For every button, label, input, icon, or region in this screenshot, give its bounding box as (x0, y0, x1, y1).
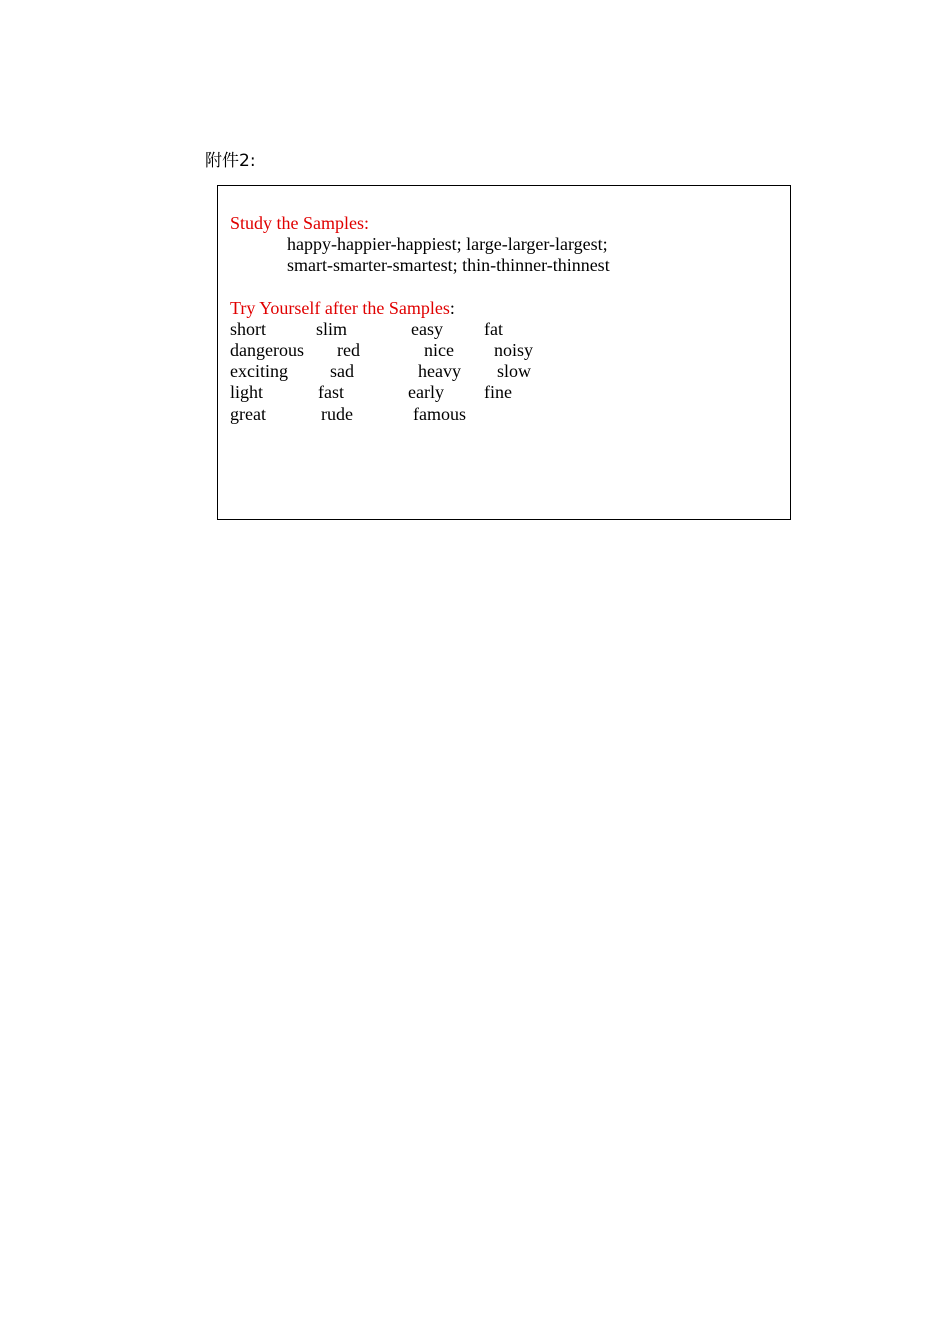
word: rude (321, 404, 353, 424)
word: fast (318, 382, 344, 402)
attachment-label: 附件2: (205, 151, 256, 171)
word: dangerous (230, 340, 304, 360)
word: early (408, 382, 444, 402)
word: fat (484, 319, 503, 339)
word: easy (411, 319, 443, 339)
samples-heading: Study the Samples: (230, 213, 369, 233)
word: noisy (494, 340, 534, 360)
word: short (230, 319, 266, 339)
samples-line-1: happy-happier-happiest; large-larger-largest; (287, 234, 608, 254)
word: fine (484, 382, 512, 402)
word: slow (497, 361, 532, 381)
word: great (230, 404, 266, 424)
word: exciting (230, 361, 288, 381)
word: sad (330, 361, 354, 381)
exercise-box (217, 185, 791, 520)
word: red (337, 340, 360, 360)
word: nice (424, 340, 454, 360)
try-heading: Try Yourself after the Samples (230, 298, 450, 318)
word: slim (316, 319, 348, 339)
samples-line-2: smart-smarter-smartest; thin-thinner-thinnest (287, 255, 610, 275)
try-heading-line (230, 298, 455, 319)
word: famous (413, 404, 466, 424)
word: light (230, 382, 264, 402)
try-heading-suffix: : (449, 298, 455, 318)
word: heavy (418, 361, 461, 381)
